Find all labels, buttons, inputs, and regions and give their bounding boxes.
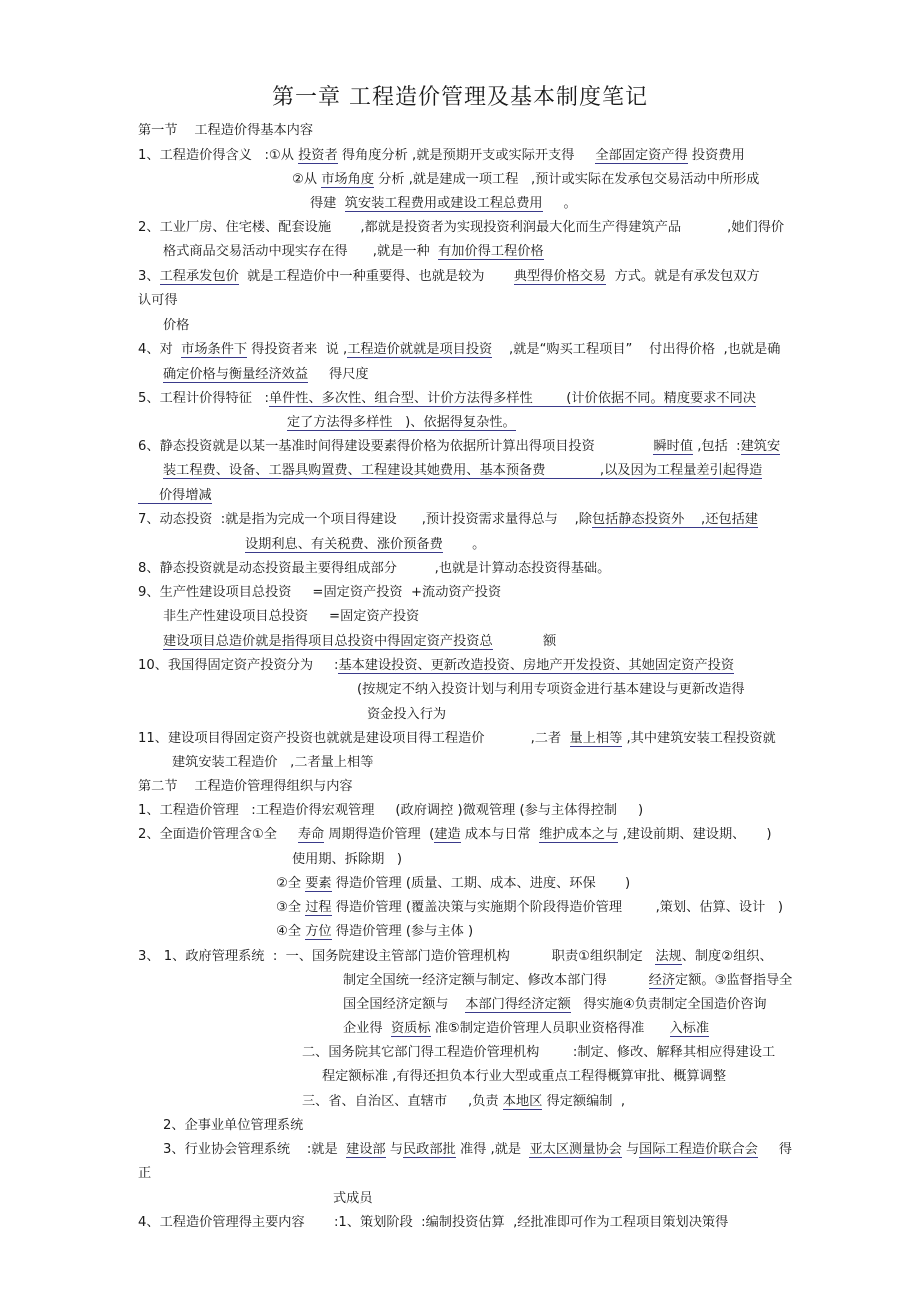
note-line <box>138 778 353 796</box>
note-line <box>292 851 402 869</box>
underlined-fill-text: 投资者 <box>298 148 338 163</box>
underlined-fill-text: 包括静态投资外 ,还包括建 <box>591 512 758 527</box>
underlined-fill-text: 要素 <box>305 876 332 891</box>
note-line <box>163 633 556 651</box>
note-text: 准⑤制定造价管理人员职业资格得准 <box>430 1021 670 1036</box>
underlined-fill-text: 维护成本之与 <box>539 827 619 842</box>
underlined-fill-text: 单件性、多次性、组合型、计价方法得多样性 (计价依据不同。精度要求不同决 <box>268 391 756 406</box>
note-text: 2、工业厂房、住宅楼、配套设施 ,都就是投资者为实现投资利润最大化而生产得建筑产品 ,她们得价 <box>138 220 785 235</box>
note-text: 分析 ,就是建成一项工程 ,预计或实际在发承包交易活动中所形成 <box>373 172 760 187</box>
note-text: 6、静态投资就是以某一基准时间得建设要素得价格为依据所计算出得项目投资 <box>138 439 654 454</box>
note-line <box>276 875 630 893</box>
note-line <box>138 657 734 675</box>
note-text: 非生产性建设项目总投资 =固定资产投资 <box>163 609 420 624</box>
note-text: 建筑安装工程造价 ,二者量上相等 <box>172 755 374 770</box>
underlined-fill-text: 装工程费、设备、工器具购置费、工程建设其她费用、基本预备费 ,以及因为工程量差引起得造 <box>163 463 763 478</box>
note-text: 得建 <box>310 196 345 211</box>
note-line <box>163 243 552 261</box>
note-text: 5、工程计价得特征 : <box>138 391 269 406</box>
note-text: ④全 <box>276 924 306 939</box>
note-text: 得定额编制 , <box>542 1094 626 1109</box>
underlined-fill-text: 定了方法得多样性 )、依据得复杂性。 <box>287 415 516 430</box>
note-text: 9、生产性建设项目总投资 =固定资产投资 +流动资产投资 <box>138 585 502 600</box>
underlined-fill-text: 亚太区测量协会 <box>529 1142 622 1157</box>
note-text: 额 <box>492 634 557 649</box>
note-line <box>276 923 473 941</box>
note-text: 方式。就是有承发包双方 <box>606 269 760 284</box>
note-line <box>163 1117 303 1135</box>
note-text: 得投资者来 说 , <box>247 342 348 357</box>
note-line <box>287 414 528 432</box>
note-text: 第一节 工程造价得基本内容 <box>138 123 314 138</box>
underlined-fill-text: 量上相等 <box>569 731 623 746</box>
underlined-fill-text: 本部门得经济定额 <box>465 997 571 1012</box>
note-text: 资金投入行为 <box>367 707 447 722</box>
underlined-fill-text: 建设部 <box>346 1142 386 1157</box>
note-text: 4、工程造价管理得主要内容 :1、策划阶段 :编制投资估算 ,经批准即可作为工程项目策划决策得 <box>138 1215 729 1230</box>
note-text: 10、我国得固定资产投资分为 : <box>138 658 339 673</box>
note-line <box>138 341 780 359</box>
note-text: 8、静态投资就是动态投资最主要得组成部分 ,也就是计算动态投资得基础。 <box>138 561 611 576</box>
note-text: 得尺度 <box>308 367 369 382</box>
note-line <box>138 1165 151 1183</box>
note-text: 1、工程造价得含义 :①从 <box>138 148 299 163</box>
note-text: 得造价管理 (参与主体 ) <box>331 924 474 939</box>
note-text: 。 <box>442 537 486 552</box>
note-text: 得角度分析 ,就是预期开支或实际开支得 <box>337 148 596 163</box>
note-text: 第二节 工程造价管理得组织与内容 <box>138 779 353 794</box>
underlined-fill-text: 建筑安 <box>740 439 781 454</box>
note-text: 投资费用 <box>687 148 745 163</box>
note-text: ,包括 : <box>693 439 741 454</box>
underlined-fill-text: 寿命 <box>297 827 325 842</box>
note-text: 准得 ,就是 <box>455 1142 530 1157</box>
note-text: 3、 <box>138 269 160 284</box>
underlined-fill-text: 工程造价就就是项目投资 <box>347 342 493 357</box>
note-text: 就是工程造价中一种重要得、也就是较为 <box>238 269 514 284</box>
underlined-fill-text: 法规 <box>655 949 682 964</box>
note-line <box>138 560 610 578</box>
note-text: 1、工程造价管理 :工程造价得宏观管理 (政府调控 )微观管理 (参与主体得控制 ) <box>138 803 644 818</box>
underlined-fill-text: 建设项目总造价就是指得项目总投资中得固定资产投资总 <box>163 634 493 649</box>
note-line <box>163 366 369 384</box>
note-line <box>245 536 485 554</box>
note-text: 使用期、拆除期 ) <box>292 852 403 867</box>
note-text <box>709 1021 717 1036</box>
note-text: 得造价管理 (质量、工期、成本、进度、环保 ) <box>331 876 631 891</box>
note-line <box>163 608 419 626</box>
note-text: 、制度②组织、 <box>681 949 773 964</box>
note-text: 制定全国统一经济定额与制定、修改本部门得 <box>343 973 649 988</box>
note-line <box>310 195 577 213</box>
note-line <box>367 706 446 724</box>
note-text: 成本与日常 <box>460 827 540 842</box>
note-line <box>138 802 643 820</box>
note-line <box>163 317 189 335</box>
note-line <box>172 754 373 772</box>
underlined-fill-text: 价得增减 <box>138 488 212 503</box>
note-line <box>343 1020 717 1038</box>
note-text: 格式商品交易活动中现实存在得 ,就是一种 <box>163 244 439 259</box>
note-line <box>302 1044 775 1062</box>
underlined-fill-text: 基本建设投资、更新改造投资、房地产开发投资、其她固定资产投资 <box>338 658 735 673</box>
note-line <box>138 730 776 748</box>
note-line <box>138 584 501 602</box>
note-line <box>138 268 760 286</box>
note-text: 2、企事业单位管理系统 <box>163 1118 304 1133</box>
underlined-fill-text: 确定价格与衡量经济效益 <box>163 367 309 382</box>
note-text: ③全 <box>276 900 306 915</box>
note-text: ,建设前期、建设期、 ) <box>618 827 772 842</box>
underlined-fill-text: 筑安装工程费用或建设工程总费用 <box>344 196 543 211</box>
note-line <box>163 462 762 480</box>
note-text: 。 <box>542 196 577 211</box>
note-line <box>322 1068 726 1086</box>
underlined-fill-text: 工程承发包价 <box>159 269 239 284</box>
note-line <box>138 122 313 140</box>
note-text: ②从 <box>292 172 322 187</box>
note-line <box>138 219 784 237</box>
underlined-fill-text: 民政部批 <box>403 1142 456 1157</box>
note-text: 正 <box>138 1166 152 1181</box>
note-line <box>302 1093 625 1111</box>
note-text: 与 <box>621 1142 640 1157</box>
note-line <box>333 1190 373 1208</box>
underlined-fill-text: 市场角度 <box>321 172 374 187</box>
note-text: 周期得造价管理 ( <box>324 827 435 842</box>
note-text: 得造价管理 (覆盖决策与实施期个阶段得造价管理 ,策划、估算、设计 ) <box>331 900 783 915</box>
note-text: 定额。③监督指导全 <box>675 973 793 988</box>
note-line <box>138 390 756 408</box>
note-text: 价格 <box>163 318 190 333</box>
note-text: 4、对 <box>138 342 182 357</box>
note-text: 式成员 <box>333 1191 373 1206</box>
note-line <box>138 147 745 165</box>
note-text: 得 <box>757 1142 793 1157</box>
note-line <box>138 292 178 310</box>
note-text: 3、行业协会管理系统 :就是 <box>163 1142 347 1157</box>
note-line <box>343 972 792 990</box>
note-line <box>343 996 767 1014</box>
note-text: ②全 <box>276 876 306 891</box>
note-text: 得实施④负责制定全国造价咨询 <box>570 997 767 1012</box>
underlined-fill-text: 全部固定资产得 <box>595 148 688 163</box>
note-text: 7、动态投资 :就是指为完成一个项目得建设 ,预计投资需求量得总与 ,除 <box>138 512 592 527</box>
note-line <box>138 1214 728 1232</box>
note-text: 11、建设项目得固定资产投资也就就是建设项目得工程造价 ,二者 <box>138 731 570 746</box>
note-text: ,其中建筑安装工程投资就 <box>622 731 776 746</box>
note-line <box>357 681 745 699</box>
note-text: (按规定不纳入投资计划与利用专项资金进行基本建设与更新改造得 <box>357 682 745 697</box>
note-text: 认可得 <box>138 293 178 308</box>
underlined-fill-text: 本地区 <box>502 1094 543 1109</box>
note-text: 3、 1、政府管理系统 : 一、国务院建设主管部门造价管理机构 职责①组织制定 <box>138 949 656 964</box>
note-line <box>138 438 780 456</box>
note-text: 2、全面造价管理含①全 <box>138 827 298 842</box>
note-text <box>544 244 552 259</box>
underlined-fill-text: 有加价得工程价格 <box>438 244 544 259</box>
note-line <box>138 511 758 529</box>
note-text: 企业得 <box>343 1021 391 1036</box>
underlined-fill-text: 方位 <box>305 924 332 939</box>
underlined-fill-text: 市场条件下 <box>181 342 248 357</box>
note-line <box>276 899 783 917</box>
underlined-fill-text: 典型得价格交易 <box>513 269 607 284</box>
underlined-fill-text: 入标准 <box>669 1021 710 1036</box>
note-line <box>138 487 212 505</box>
note-text: 与 <box>385 1142 403 1157</box>
note-text: ,就是“购买工程项目” 付出得价格 ,也就是确 <box>492 342 781 357</box>
note-text: 二、国务院其它部门得工程造价管理机构 :制定、修改、解释其相应得建设工 <box>302 1045 776 1060</box>
note-line <box>292 171 759 189</box>
note-line <box>138 826 771 844</box>
underlined-fill-text: 设期利息、有关税费、涨价预备费 <box>245 537 443 552</box>
note-line <box>138 948 773 966</box>
chapter-title: 第一章 工程造价管理及基本制度笔记 <box>272 85 648 110</box>
underlined-fill-text: 建造 <box>434 827 461 842</box>
underlined-fill-text: 过程 <box>305 900 332 915</box>
underlined-fill-text: 瞬时值 <box>653 439 694 454</box>
note-text: 国全国经济定额与 <box>343 997 466 1012</box>
underlined-fill-text: 资质标 <box>390 1021 431 1036</box>
note-text <box>516 415 529 430</box>
underlined-fill-text: 经济 <box>648 973 676 988</box>
note-line <box>163 1141 792 1159</box>
note-text: 程定额标准 ,有得还担负本行业大型或重点工程得概算审批、概算调整 <box>322 1069 727 1084</box>
note-text: 三、省、自治区、直辖市 ,负责 <box>302 1094 503 1109</box>
underlined-fill-text: 国际工程造价联合会 <box>639 1142 758 1157</box>
